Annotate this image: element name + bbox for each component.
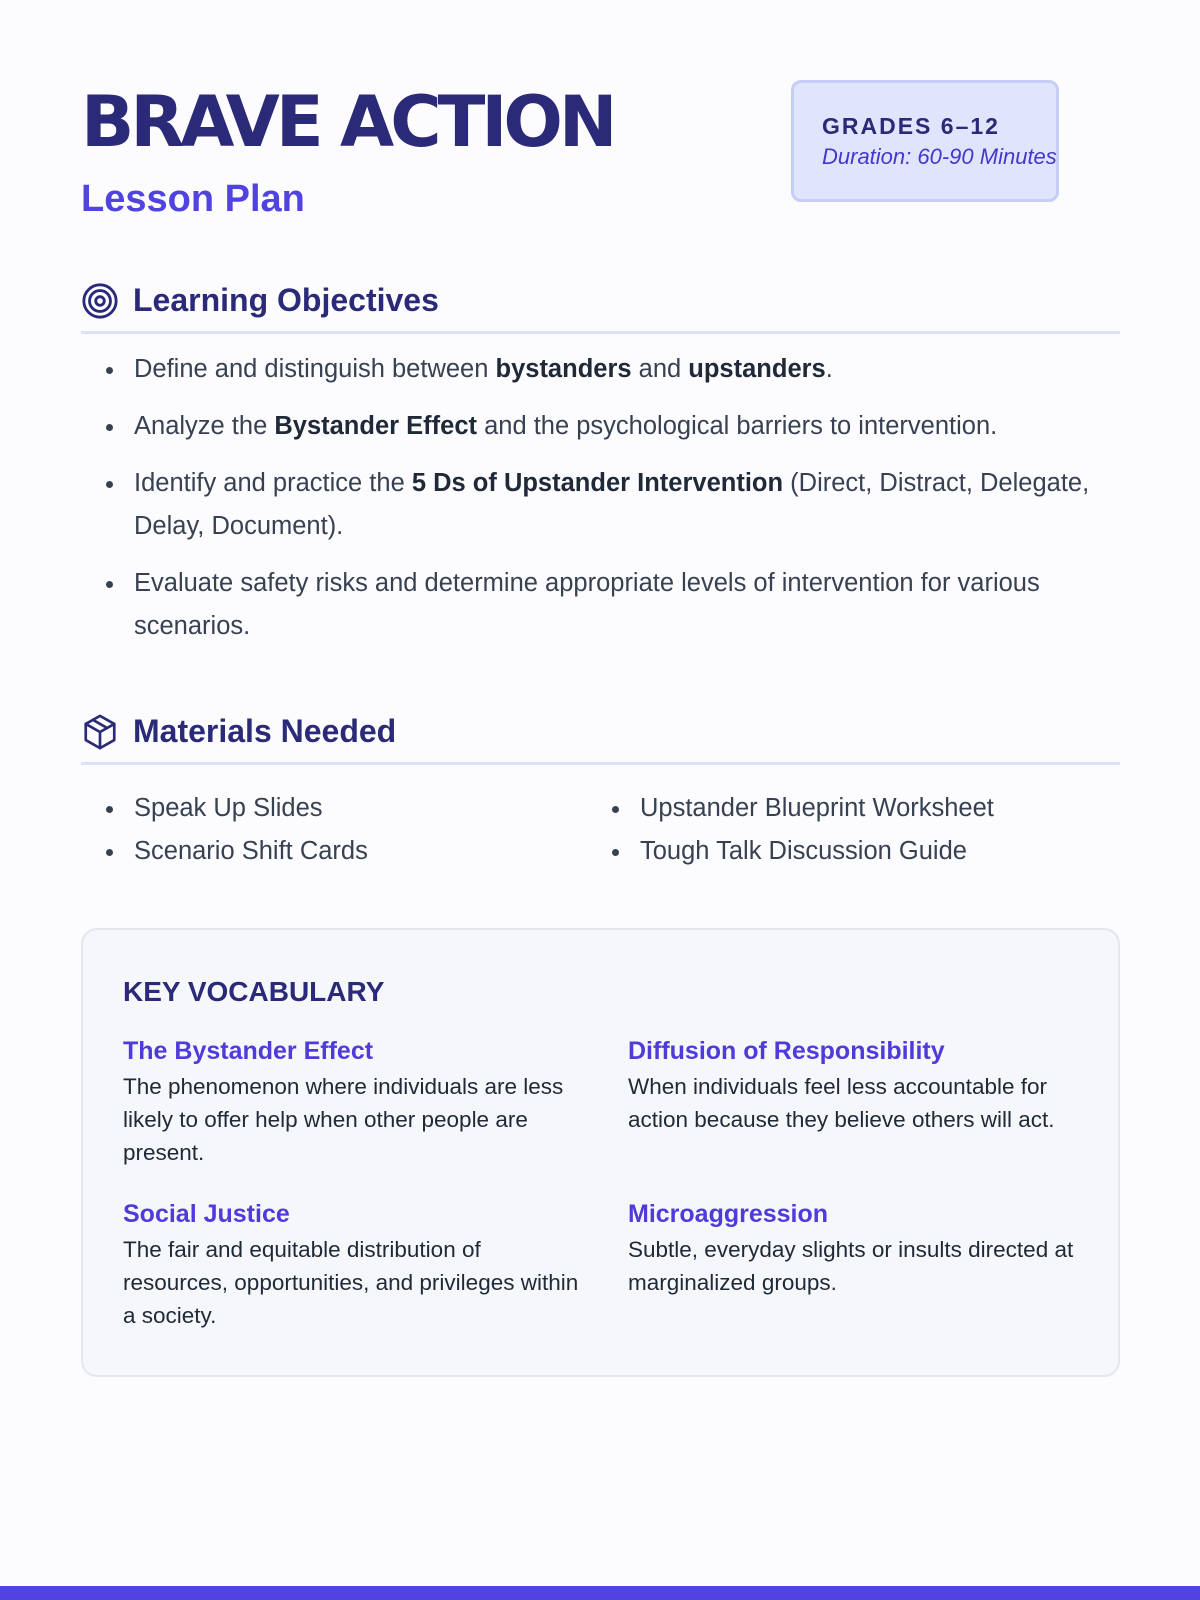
- objective-text: Analyze the: [134, 412, 275, 440]
- emphasized-text: Bystander Effect: [274, 412, 477, 440]
- vocabulary-term: [123, 1034, 583, 1169]
- material-item: [81, 787, 587, 830]
- bullet-icon: [612, 849, 619, 856]
- material-item: [587, 830, 1093, 873]
- duration-label: Duration: 60-90 Minutes: [822, 144, 1057, 169]
- term-name: Microaggression: [628, 1200, 829, 1228]
- material-label: Upstander Blueprint Worksheet: [640, 794, 994, 822]
- term-definition: When individuals feel less accountable for action because they believe others will act.: [628, 1074, 1055, 1132]
- bullet-icon: [612, 806, 619, 813]
- vocabulary-term: [628, 1034, 1088, 1136]
- box-icon: [81, 713, 119, 751]
- vocabulary-term: [123, 1197, 583, 1332]
- section-heading: [81, 278, 1120, 334]
- grade-duration-badge: [791, 80, 1059, 202]
- material-label: Tough Talk Discussion Guide: [640, 837, 967, 865]
- emphasized-text: 5 Ds of Upstander Intervention: [411, 469, 784, 497]
- page-title: BRAVE ACTION: [81, 81, 614, 163]
- objective-text: Evaluate safety risks and determine appropriate levels of intervention for various scenarios.: [134, 569, 1040, 640]
- footer-accent-bar: [0, 1586, 1200, 1600]
- bullet-icon: [106, 367, 113, 374]
- material-label: Speak Up Slides: [134, 794, 323, 822]
- vocabulary-term: [628, 1197, 1088, 1299]
- objective-text: Define and distinguish between: [134, 355, 496, 383]
- section-heading: [81, 709, 1120, 765]
- objective-text: Identify and practice the: [134, 469, 412, 497]
- bullet-icon: [106, 849, 113, 856]
- material-item: [81, 830, 587, 873]
- target-icon: [81, 282, 119, 320]
- objective-item: [81, 348, 1120, 391]
- term-definition: The fair and equitable distribution of resources, opportunities, and privileges within a society.: [123, 1237, 579, 1328]
- emphasized-text: upstanders: [688, 355, 826, 383]
- bullet-icon: [106, 481, 113, 488]
- materials-section: [81, 709, 1120, 873]
- bullet-icon: [106, 806, 113, 813]
- material-label: Scenario Shift Cards: [134, 837, 368, 865]
- bullet-icon: [106, 424, 113, 431]
- term-definition: The phenomenon where individuals are less likely to offer help when other people are present.: [123, 1074, 564, 1165]
- objective-item: [81, 462, 1120, 548]
- bullet-icon: [106, 581, 113, 588]
- objective-text: (Direct, Distract, Delegate, Delay, Document).: [134, 469, 1090, 540]
- lesson-header: [81, 80, 1120, 230]
- objective-text: and the psychological barriers to intervention.: [477, 412, 998, 440]
- vocabulary-title: KEY VOCABULARY: [123, 976, 385, 1007]
- emphasized-text: bystanders: [495, 355, 632, 383]
- section-title: Learning Objectives: [133, 282, 439, 318]
- page-subtitle: Lesson Plan: [81, 178, 305, 220]
- term-name: Diffusion of Responsibility: [628, 1037, 945, 1065]
- term-name: The Bystander Effect: [123, 1037, 374, 1065]
- materials-list: [81, 787, 1120, 873]
- objective-item: [81, 562, 1120, 648]
- learning-objectives-section: [81, 278, 1120, 662]
- objectives-list: [81, 348, 1120, 648]
- material-item: [587, 787, 1093, 830]
- grades-label: GRADES 6–12: [822, 113, 1000, 139]
- objective-text: .: [825, 355, 833, 383]
- objective-text: and: [631, 355, 689, 383]
- key-vocabulary-box: [81, 928, 1120, 1377]
- objective-item: [81, 405, 1120, 448]
- term-name: Social Justice: [123, 1200, 290, 1228]
- section-title: Materials Needed: [133, 713, 397, 749]
- term-definition: Subtle, everyday slights or insults directed at marginalized groups.: [628, 1237, 1074, 1295]
